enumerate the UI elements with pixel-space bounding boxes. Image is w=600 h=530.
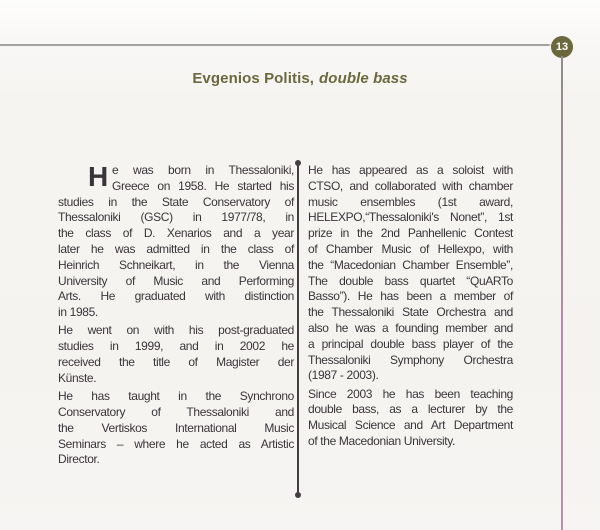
performer-instrument: double bass [319, 70, 408, 87]
page-title [0, 70, 600, 87]
text-line: of Chamber Music of Hellexpo, with [308, 241, 513, 256]
page-number: 13 [555, 41, 569, 53]
text-line: Thessaloniki Symphony Orchestra [308, 352, 513, 367]
biography-column-left [58, 163, 294, 471]
text-line: e was born in Thessaloniki, [112, 163, 294, 177]
text-line: He has appeared as a soloist with [308, 163, 513, 177]
paragraph [58, 389, 294, 468]
text-line: the Thessaloniki State Orchestra and [308, 305, 513, 320]
text-line: HELEXPO,“Thessaloniki's Nonet”, 1st [308, 210, 513, 225]
text-line: He went on with his post-graduated [58, 323, 294, 338]
text-line: in 1985. [58, 305, 98, 320]
text-line: Künste. [58, 370, 97, 385]
biography-column-right [308, 163, 513, 452]
text-line: Thessaloniki (GSC) in 1977/78, in [58, 210, 294, 225]
text-line: the class of D. Xenarios and a year [58, 226, 294, 241]
page-edge-rule [561, 56, 563, 530]
text-line: received the title of Magister der [58, 355, 294, 370]
text-line: studies in 1999, and in 2002 he [58, 339, 294, 354]
text-line: prize in the 2nd Panhellenic Contest [308, 226, 513, 241]
column-divider [297, 164, 299, 494]
text-line: Conservatory of Thessaloniki and [58, 404, 294, 419]
performer-name: Evgenios Politis, [192, 70, 315, 87]
text-line: also he was a founding member and [308, 320, 513, 335]
text-line: double bass, as a lecturer by the [308, 402, 513, 417]
text-line: Since 2003 he has been teaching [308, 386, 513, 401]
text-line: studies in the State Conservatory of [58, 194, 294, 209]
text-line: CTSO, and collaborated with chamber [308, 178, 513, 193]
text-line: music ensembles (1st award, [308, 194, 513, 209]
text-line: The double bass quartet “QuARTo [308, 273, 513, 288]
text-line: He has taught in the Synchrono [58, 389, 294, 404]
text-line: (1987 - 2003). [308, 368, 379, 383]
drop-cap: H [88, 161, 108, 192]
text-line: the “Macedonian Chamber Ensemble”, [308, 257, 513, 272]
top-rule [0, 44, 554, 46]
text-line: Director. [58, 452, 100, 467]
text-line: Arts. He graduated with distinction [58, 289, 294, 304]
page-number-badge [551, 36, 573, 58]
text-line: Heinrich Schneikart, in the Vienna [58, 257, 294, 272]
text-line: Basso”). He has been a member of [308, 289, 513, 304]
text-line: Greece on 1958. He started his [112, 178, 294, 193]
paragraph [308, 163, 513, 384]
text-line: Musical Science and Art Department [308, 418, 513, 433]
text-line: of the Macedonian University. [308, 434, 456, 449]
text-line: later he was admitted in the class of [58, 241, 294, 256]
paragraph [308, 387, 513, 450]
text-line: the Vertiskos International Music [58, 420, 294, 435]
text-line: University of Music and Performing [58, 273, 294, 288]
paragraph [58, 323, 294, 386]
text-line: a principal double bass player of the [308, 336, 513, 351]
text-line: Seminars – where he acted as Artistic [58, 436, 294, 451]
